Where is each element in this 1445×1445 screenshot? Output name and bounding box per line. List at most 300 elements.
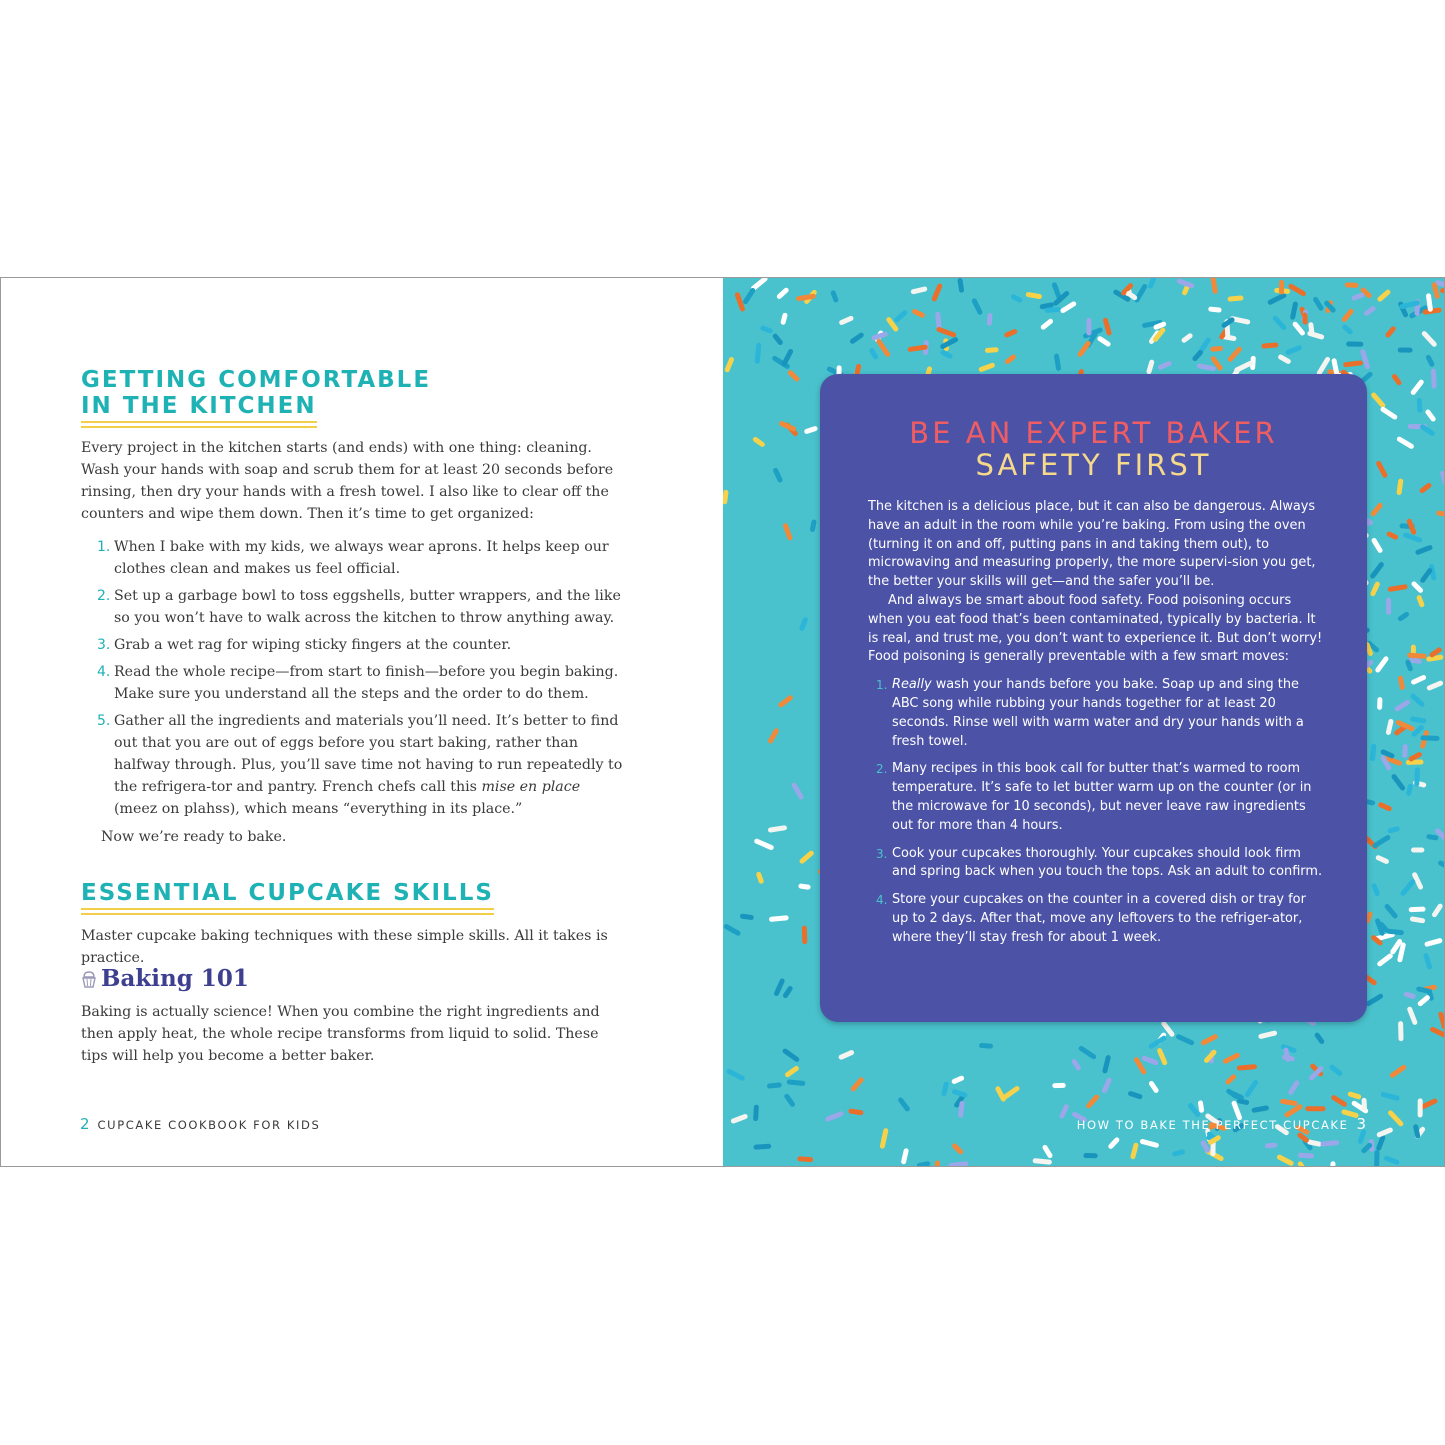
sprinkle	[802, 853, 811, 861]
sprinkle	[1394, 777, 1403, 788]
sprinkle	[1441, 1014, 1444, 1026]
sprinkle	[833, 293, 836, 300]
sprinkle	[1105, 1058, 1108, 1071]
sprinkle	[1151, 1083, 1156, 1090]
sprinkle	[1100, 339, 1108, 344]
sprinkle	[1160, 1051, 1165, 1063]
sprinkle	[1253, 358, 1254, 367]
sprinkle	[1191, 1106, 1198, 1115]
sprinkle	[1411, 909, 1423, 910]
sprinkle	[1377, 935, 1392, 939]
sprinkle	[1406, 535, 1420, 540]
sprinkle	[1423, 738, 1437, 739]
sprinkle	[1373, 584, 1378, 594]
sprinkle	[1414, 728, 1421, 735]
sprinkle	[776, 470, 781, 480]
sprinkle	[1062, 1107, 1066, 1116]
sprinkle	[901, 1100, 908, 1109]
sprinkle	[1432, 567, 1434, 578]
sprinkle	[1179, 281, 1192, 286]
sprinkle	[1279, 1157, 1291, 1163]
sprinkle	[790, 373, 796, 379]
sprinkle	[785, 1051, 797, 1059]
running-title: CUPCAKE COOKBOOK FOR KIDS	[97, 1118, 321, 1132]
right-footer	[1077, 1115, 1366, 1133]
sprinkle	[1054, 285, 1058, 297]
heading-getting-comfortable	[81, 367, 431, 423]
sprinkle	[1332, 1067, 1340, 1073]
sprinkle	[1443, 473, 1444, 483]
sprinkle	[1374, 886, 1377, 894]
sprinkle	[1387, 758, 1400, 763]
sprinkle	[1403, 882, 1413, 894]
sprinkle	[801, 886, 808, 887]
sprinkle	[753, 279, 765, 288]
sprinkle	[1429, 837, 1436, 838]
sprinkle	[1081, 1048, 1093, 1056]
sprinkle	[1042, 305, 1051, 307]
box-paragraph-2: And always be smart about food safety. Food poisoning occurs when you eat food that’s been contaminated, typically by bacteria. It is real, and trust me, you don’t want to experience it. But don’t worry! Food poisoning is generally preventable with a few smart moves:	[868, 592, 1323, 665]
sprinkle	[1409, 786, 1410, 793]
sprinkle	[1386, 1158, 1397, 1162]
sprinkle	[1319, 359, 1327, 373]
sprinkle	[1316, 299, 1321, 308]
sprinkle	[1317, 1035, 1322, 1041]
sprinkle	[1432, 650, 1439, 655]
sprinkle	[1408, 662, 1410, 669]
sprinkle	[974, 301, 980, 312]
sprinkle	[1203, 1143, 1207, 1151]
sprinkle	[1074, 1062, 1078, 1068]
sprinkle	[1419, 989, 1430, 991]
sprinkle	[788, 1068, 797, 1074]
sprinkle	[981, 365, 992, 369]
sprinkle	[1232, 319, 1247, 322]
sprinkle	[742, 916, 751, 917]
sprinkle	[897, 313, 905, 320]
sprinkle	[1367, 309, 1373, 314]
box-title-safety-first: SAFETY FIRST	[975, 448, 1212, 482]
sprinkle	[1379, 463, 1385, 475]
sprinkle	[954, 1092, 964, 1095]
sprinkle	[1392, 1067, 1403, 1075]
sprinkle	[1300, 1155, 1311, 1156]
sprinkle	[1111, 1140, 1117, 1146]
sprinkle	[1105, 320, 1109, 333]
sprinkle	[1391, 1113, 1401, 1124]
sprinkle	[1312, 1069, 1321, 1078]
sprinkle	[1200, 366, 1214, 369]
sprinkle	[1164, 1024, 1172, 1035]
sprinkle	[783, 315, 785, 322]
sprinkle	[1423, 1101, 1435, 1107]
sprinkle	[1378, 858, 1386, 862]
left-page	[1, 278, 723, 1166]
sprinkle	[777, 981, 783, 994]
sprinkle	[1434, 285, 1437, 296]
sprinkle	[812, 522, 813, 530]
sprinkle	[1323, 1143, 1337, 1144]
sprinkle	[1105, 1080, 1110, 1090]
list-item: 4. Read the whole recipe—from start to finish—before you begin baking. Make sure you understand all the steps and the order to do them.	[97, 664, 619, 702]
sprinkle	[1397, 702, 1407, 709]
sprinkle	[800, 1159, 811, 1160]
sprinkle	[1393, 941, 1400, 951]
sprinkle	[1363, 352, 1368, 367]
sprinkle	[1394, 377, 1398, 383]
sprinkle	[1350, 1094, 1359, 1097]
sprinkle	[757, 345, 758, 361]
sprinkle	[785, 526, 789, 538]
sprinkle	[1156, 324, 1164, 327]
sprinkle	[961, 1103, 962, 1115]
sprinkle	[1225, 1055, 1237, 1061]
sprinkle	[1007, 332, 1015, 335]
safety-box	[820, 374, 1367, 1022]
sprinkle	[1288, 348, 1299, 353]
sprinkle	[987, 350, 996, 351]
sprinkle	[882, 1131, 885, 1146]
sprinkle	[1287, 1107, 1300, 1115]
sprinkle	[842, 318, 851, 322]
baking-paragraph: Baking is actually science! When you combine the right ingredients and then apply heat, the whole recipe transforms from liquid to solid. These tips will help you become a better baker.	[81, 1004, 600, 1064]
sprinkle	[934, 286, 939, 299]
sprinkle	[1423, 571, 1430, 581]
sprinkle	[944, 1084, 946, 1094]
book-spread	[0, 277, 1445, 1167]
sprinkle	[775, 336, 780, 342]
sprinkle	[1281, 357, 1289, 361]
sprinkle	[759, 874, 762, 881]
sprinkle	[1008, 357, 1014, 362]
sprinkle	[1428, 412, 1433, 419]
sprinkle	[1144, 1058, 1155, 1062]
sprinkle	[1237, 363, 1251, 370]
sprinkle	[1411, 755, 1419, 759]
sprinkle	[1131, 1094, 1140, 1097]
sprinkle	[1151, 1038, 1164, 1046]
sprinkle	[1213, 278, 1215, 291]
sprinkle	[1410, 1009, 1415, 1022]
list-item: 2. Set up a garbage bowl to toss eggshells, butter wrappers, and the like so you won’t have to walk across the kitchen to throw anything away.	[97, 588, 621, 626]
sprinkle	[1346, 363, 1361, 365]
sprinkle	[951, 1164, 966, 1166]
sprinkle	[1414, 678, 1424, 683]
sprinkle	[1381, 805, 1390, 809]
sprinkle	[1399, 481, 1401, 492]
sprinkle	[841, 1053, 851, 1058]
sprinkle	[727, 360, 731, 370]
sprinkle	[1410, 655, 1424, 656]
sprinkle	[915, 311, 923, 315]
sprinkle	[1195, 353, 1200, 359]
sprinkle	[1203, 1037, 1215, 1043]
sprinkle	[1179, 1037, 1192, 1043]
sprinkle	[872, 351, 876, 357]
sprinkle	[1211, 309, 1219, 310]
skills-intro: Master cupcake baking techniques with these simple skills. All it takes is practice.	[81, 928, 608, 966]
sprinkle	[787, 1096, 793, 1104]
sprinkle	[1151, 279, 1154, 286]
sprinkle	[737, 295, 742, 309]
sprinkle	[1310, 1142, 1320, 1144]
sprinkle	[726, 927, 738, 934]
box-body	[868, 498, 1323, 957]
sprinkle	[1422, 486, 1429, 491]
sprinkle	[1374, 395, 1383, 405]
sprinkle	[1213, 348, 1221, 349]
sprinkle	[1409, 521, 1413, 532]
sprinkle	[1427, 941, 1440, 944]
sprinkle	[1379, 1138, 1383, 1149]
sprinkle	[1310, 333, 1322, 336]
sprinkle	[729, 1071, 742, 1078]
sprinkle	[1089, 1097, 1097, 1106]
sprinkle	[1373, 505, 1380, 513]
sprinkle	[1149, 362, 1152, 372]
sprinkle	[1267, 1145, 1274, 1146]
sprinkle	[756, 1146, 769, 1147]
sprinkle	[1230, 298, 1241, 299]
sprinkle	[1344, 311, 1351, 319]
sprinkle	[851, 1111, 861, 1112]
sprinkle	[1379, 1130, 1390, 1135]
sprinkle	[763, 328, 770, 331]
sprinkle	[1413, 382, 1421, 392]
sprinkle	[772, 918, 787, 919]
sprinkle	[1388, 721, 1391, 732]
sprinkle	[1291, 1083, 1297, 1092]
sprinkle	[1415, 875, 1421, 887]
sprinkle	[1413, 719, 1424, 721]
sprinkle	[1360, 1132, 1363, 1141]
sprinkle	[1441, 863, 1444, 869]
sprinkle	[1443, 291, 1444, 292]
sprinkle	[1380, 292, 1388, 299]
list-item: 5. Gather all the ingredients and materials you’ll need. It’s better to find out that you are out of eggs before you start baking, rather than halfway through. Plus, you’ll save time not having to run repeatedly to the refrigera-tor and pantry. French chefs call this mise en place (meez on plahss), which means “everything in its place.”	[97, 713, 623, 817]
sprinkle	[1390, 829, 1397, 831]
sprinkle	[1429, 657, 1441, 659]
sprinkle	[1388, 329, 1393, 335]
left-body-top	[81, 437, 626, 848]
sprinkle	[1300, 1135, 1307, 1140]
sprinkle	[779, 290, 786, 296]
sprinkle	[1400, 945, 1403, 960]
sprinkle	[733, 1116, 745, 1120]
sprinkle	[794, 785, 801, 797]
list-item: 1. Really wash your hands before you bake. Soap up and sing the ABC song while rubbing your hands together for at least 20 seconds. Rinse well with warm water and dry your hands with a fresh towel.	[876, 677, 1304, 749]
sprinkle	[943, 352, 950, 356]
heading1-line1: GETTING COMFORTABLE	[81, 367, 432, 393]
sprinkle	[1399, 439, 1411, 446]
sprinkle	[910, 347, 925, 349]
sprinkle	[1240, 1101, 1247, 1102]
intro-paragraph: Every project in the kitchen starts (and ends) with one thing: cleaning. Wash your hands with soap and scrub them for at least 20 seconds before rinsing, then dry your hands with a fresh towel. I also like to clear off the counters and wipe them down. Then it’s time to get organized:	[81, 440, 614, 522]
sprinkle	[960, 281, 961, 290]
sprinkle	[1400, 614, 1406, 618]
sprinkle	[1275, 318, 1284, 327]
sprinkle	[1247, 1083, 1255, 1095]
sprinkle	[1389, 534, 1395, 537]
sprinkle	[770, 828, 784, 830]
sprinkle	[1043, 321, 1050, 327]
sprinkle	[1332, 1164, 1333, 1166]
heading-essential-skills: ESSENTIAL CUPCAKE SKILLS	[81, 880, 494, 910]
sprinkle	[769, 1085, 779, 1086]
sprinkle	[1239, 1067, 1254, 1068]
heading1-line2: IN THE KITCHEN	[81, 393, 317, 423]
sprinkle	[1293, 304, 1296, 317]
sprinkle	[874, 334, 885, 338]
sprinkle	[1439, 513, 1444, 516]
sprinkle	[789, 1082, 803, 1083]
sprinkle	[1390, 587, 1405, 589]
sprinkle	[904, 1151, 906, 1162]
sprinkle	[1429, 296, 1431, 309]
sprinkle	[1270, 296, 1284, 303]
sprinkle	[1133, 1145, 1136, 1156]
sprinkle	[771, 731, 777, 741]
tips-list	[868, 676, 1323, 947]
sprinkle	[781, 698, 790, 705]
sprinkle	[1433, 1029, 1444, 1035]
sprinkle	[879, 341, 888, 354]
sprinkle	[1254, 1108, 1266, 1110]
sprinkle	[1423, 427, 1433, 433]
sprinkle	[1383, 1094, 1397, 1098]
sprinkle	[1429, 683, 1440, 688]
sprinkle	[1438, 831, 1444, 837]
sprinkle	[1047, 309, 1059, 310]
sprinkle	[1175, 1152, 1183, 1154]
sprinkle	[1435, 906, 1441, 914]
sprinkle	[1417, 770, 1418, 784]
sprinkle	[1426, 956, 1430, 967]
sprinkle	[1228, 1077, 1234, 1082]
sprinkle	[1406, 994, 1413, 996]
sprinkle	[1367, 914, 1370, 921]
ready-text: Now we’re ready to bake.	[101, 829, 287, 845]
subheading-baking-101: Baking 101	[81, 965, 249, 992]
box-title-expert-baker: BE AN EXPERT BAKER	[909, 416, 1278, 450]
sprinkle	[1389, 931, 1402, 932]
sprinkle	[1373, 565, 1382, 577]
sprinkle	[1136, 1060, 1143, 1072]
sprinkle	[784, 352, 791, 365]
sprinkle	[755, 439, 762, 444]
sprinkle	[1420, 998, 1427, 1004]
sprinkle	[998, 1089, 1003, 1099]
list-item: 4. Store your cupcakes on the counter in a covered dish or tray for up to 2 days. After that, move any leftovers to the refriger-ator, where they’ll stay fresh for about 1 week.	[876, 892, 1306, 945]
sprinkle	[1411, 660, 1419, 662]
list-item: 3. Cook your cupcakes thoroughly. Your cupcakes should look firm and spring back when you touch the tops. Ask an adult to confirm.	[876, 845, 1323, 880]
sprinkle	[1413, 696, 1422, 704]
sprinkle	[1424, 334, 1434, 345]
sprinkle	[1428, 357, 1431, 364]
sprinkle	[939, 329, 954, 334]
sprinkle	[1230, 349, 1239, 359]
list-item: 1. When I bake with my kids, we always wear aprons. It helps keep our clothes clean and makes us feel official.	[97, 539, 609, 577]
sprinkle	[1375, 838, 1388, 846]
sprinkle	[1005, 1089, 1017, 1097]
sprinkle	[1300, 1164, 1307, 1166]
sprinkle	[938, 314, 939, 327]
sprinkle	[1200, 1103, 1201, 1110]
sprinkle	[1433, 371, 1434, 386]
sprinkle	[802, 620, 805, 629]
sprinkle	[1374, 540, 1380, 550]
sprinkle	[782, 424, 794, 429]
page-number: 3	[1356, 1115, 1366, 1133]
sprinkle	[1367, 645, 1370, 654]
sprinkle	[1373, 746, 1374, 758]
sprinkle	[919, 1164, 927, 1166]
sprinkle	[1063, 304, 1074, 311]
sprinkle	[1418, 548, 1430, 553]
sprinkle	[1383, 409, 1395, 417]
list-item: 2. Many recipes in this book call for butter that’s warmed to room temperature. It’s safe to let butter warm up on the counter (or in the microwave for 10 seconds), but never leave raw ingredients out for more than 4 hours.	[876, 761, 1312, 833]
steps-list	[81, 536, 626, 820]
sprinkle	[1380, 956, 1391, 964]
sprinkle	[1261, 1033, 1275, 1036]
sprinkle	[1184, 336, 1190, 341]
sprinkle	[1013, 297, 1019, 300]
sprinkle	[1142, 1142, 1156, 1146]
sprinkle	[1364, 1145, 1370, 1150]
sprinkle	[1438, 283, 1444, 287]
sprinkle	[1285, 1057, 1292, 1059]
sprinkle	[799, 296, 814, 298]
sprinkle	[1291, 286, 1303, 293]
sprinkle	[1383, 752, 1392, 756]
sprinkle	[756, 1107, 757, 1118]
sprinkle	[1334, 1098, 1345, 1105]
sprinkle	[757, 841, 772, 847]
sprinkle	[1057, 356, 1059, 368]
sprinkle	[828, 1114, 841, 1119]
cupcake-icon	[81, 967, 97, 985]
sprinkle	[1412, 919, 1422, 921]
sprinkle	[1378, 659, 1386, 670]
sprinkle	[1264, 345, 1276, 346]
sprinkle	[1045, 1147, 1050, 1155]
sprinkle	[1035, 1161, 1049, 1162]
right-page	[723, 278, 1444, 1166]
left-footer	[80, 1115, 320, 1133]
sprinkle	[807, 429, 815, 432]
sprinkle	[725, 492, 726, 501]
sprinkle	[982, 1045, 991, 1046]
sprinkle	[1334, 361, 1336, 373]
sprinkle	[1028, 295, 1039, 297]
list-item: 3. Grab a wet rag for wiping sticky fingers at the counter.	[97, 637, 512, 653]
sprinkle	[955, 1146, 961, 1152]
sprinkle	[1137, 287, 1145, 300]
box-paragraph-1: The kitchen is a delicious place, but it can also be dangerous. Always have an adult in the room while you’re baking. From using the oven (turning it on and off, putting pans in and taking them out), to microwaving and measuring properly, the more supervi-sion you get, the better your skills will get—and the safer you’ll be.	[868, 499, 1316, 590]
sprinkle	[852, 335, 861, 341]
sprinkle	[1080, 343, 1088, 354]
sprinkle	[954, 1078, 961, 1081]
sprinkle	[1295, 324, 1302, 333]
sprinkle	[1368, 996, 1380, 1003]
sprinkle	[745, 290, 752, 301]
page-number: 2	[80, 1115, 90, 1133]
sprinkle	[913, 289, 924, 292]
sprinkle	[1354, 295, 1362, 298]
sprinkle	[1160, 363, 1169, 367]
sprinkle	[1345, 327, 1350, 332]
sprinkle	[1414, 584, 1421, 590]
